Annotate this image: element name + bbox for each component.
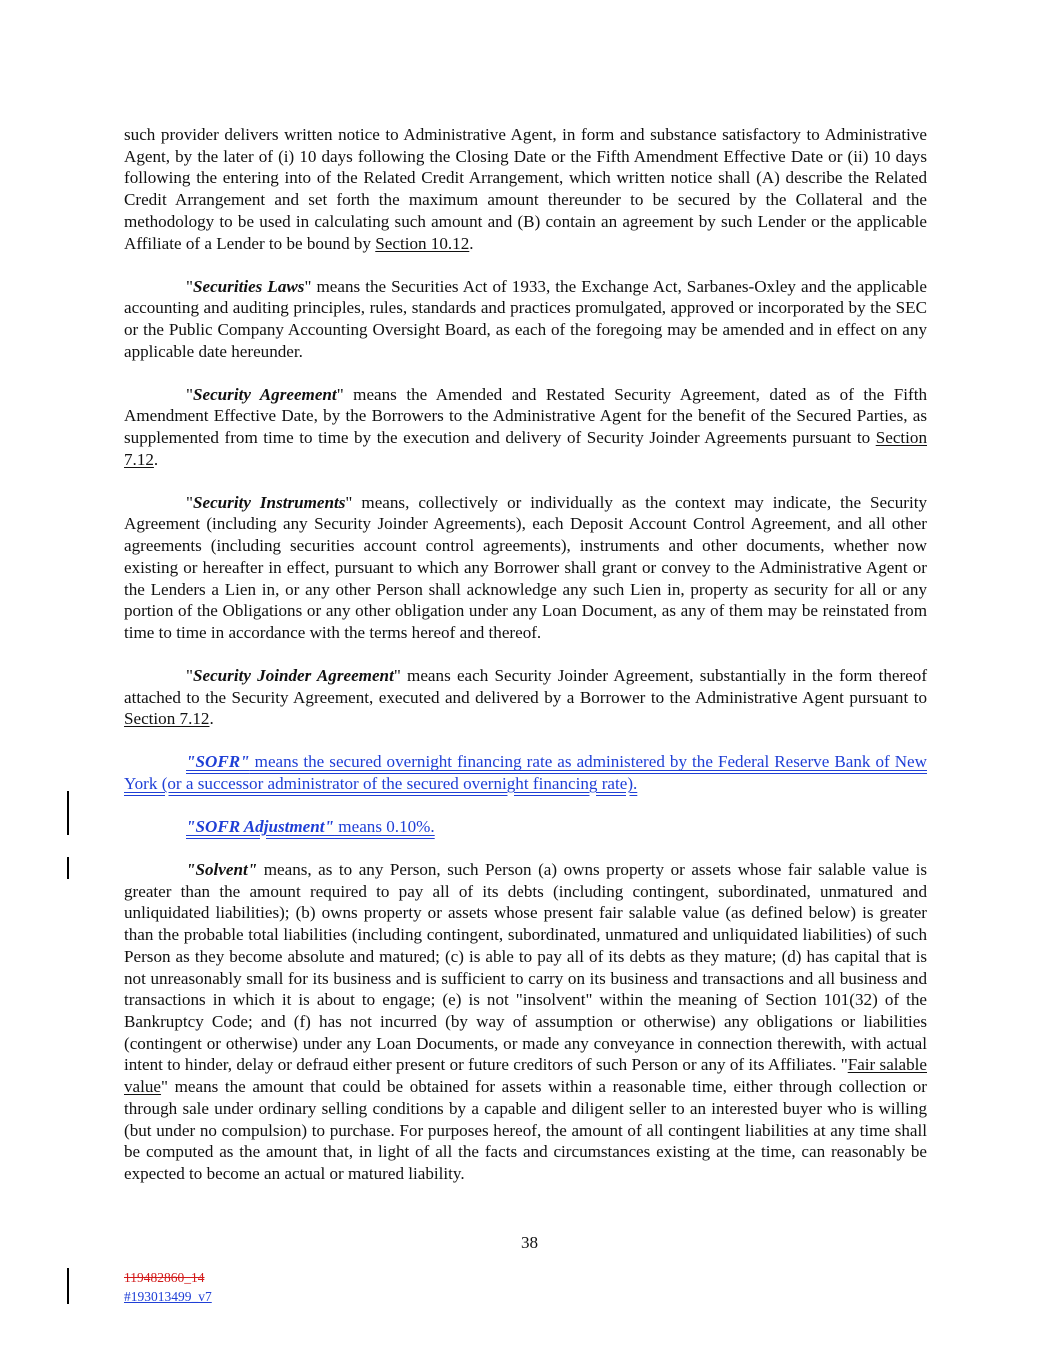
defined-term: "SOFR"	[186, 752, 250, 772]
defined-term: Security Instruments	[192, 492, 346, 512]
definition-security-agreement: "Security Agreement" means the Amended and Restated Security Agreement, dated as of the Fifth Amendment Effective Date, by the Borrowers to the Administrative Agent for the benefit of the Secured Parties, as supplemented from time to time by the execution and delivery of Security Joinder Agreements pursuant to Section 7.12.	[124, 384, 928, 469]
section-reference: Section 7.12	[124, 428, 927, 469]
defined-term: Security Joinder Agreement	[192, 665, 394, 685]
definition-security-joinder-agreement: "Security Joinder Agreement" means each Security Joinder Agreement, substantially in the form thereof attached to the Security Agreement, executed and delivered by a Borrower to the Administrative Agent pursuant to Section 7.12.	[124, 665, 928, 729]
inserted-document-id: #193013499_v7	[124, 1289, 212, 1304]
defined-term: "SOFR Adjustment"	[186, 817, 335, 837]
defined-term-fair-salable-value: Fair salable value	[124, 1055, 927, 1097]
definition-sofr: "SOFR" means the secured overnight financing rate as administered by the Federal Reserve Bank of New York (or a successor administrator of the secured overnight financing rate).	[124, 752, 927, 794]
section-reference: Section 7.12	[124, 709, 210, 729]
defined-term: "Solvent"	[186, 860, 258, 880]
change-bar	[67, 1268, 69, 1304]
definition-sofr-adjustment: "SOFR Adjustment" means 0.10%.	[186, 817, 435, 837]
change-bar	[67, 791, 69, 835]
paragraph-continuation: such provider delivers written notice to Administrative Agent, in form and substance satisfactory to Administrative Agent, by the later of (i) 10 days following the Closing Date or the Fifth Amendment Effective Date or (ii) 10 days following the entering into of the Related Credit Arrangement, which written notice shall (A) describe the Related Credit Arrangement and set forth the maximum amount thereunder to be secured by the Collateral and the methodology to be used in calculating such amount and (B) contain an agreement by such Lender or the applicable Affiliate of a Lender to be bound by Section 10.12.	[124, 125, 927, 253]
definition-securities-laws: "Securities Laws" means the Securities Act of 1933, the Exchange Act, Sarbanes-Oxley and the applicable accounting and auditing principles, rules, standards and practices promulgated, approved or incorporated by the SEC or the Public Company Accounting Oversight Board, as each of the foregoing may be amended and in effect on any applicable date hereunder.	[124, 276, 927, 361]
change-bar	[67, 857, 69, 879]
document-footer	[124, 1268, 212, 1306]
defined-term: Security Agreement	[192, 384, 337, 404]
definition-solvent: "Solvent" means, as to any Person, such Person (a) owns property or assets whose fair salable value is greater than the amount required to pay all of its debts (including contingent, subordinated, unmatured and unliquidated liabilities); (b) owns property or assets whose present fair salable value (as defined below) is greater than the probable total liabilities (including contingent, subordinated, unmatured and unliquidated liabilities) of such Person as they become absolute and matured; (c) is able to pay all of its debts as they mature; (d) has capital that is not unreasonably small for its business and is sufficient to carry on its business and transactions and all business and transactions in which it is about to engage; (e) is not "insolvent" within the meaning of Section 101(32) of the Bankruptcy Code; and (f) has not incurred (by way of assumption or otherwise) any obligations or liabilities (contingent or otherwise) under any Loan Documents, or made any conveyance in connection therewith, with actual intent to hinder, delay or defraud either present or future creditors of such Person or any of its Affiliates. "Fair salable value" means the amount that could be obtained for assets within a reasonable time, either through collection or through sale under ordinary selling conditions by a capable and diligent seller to an interested buyer who is willing (but under no compulsion) to purchase. For purposes hereof, the amount of all contingent liabilities at any time shall be computed as the amount that, in light of all the facts and circumstances existing at the time, can reasonably be expected to become an actual or matured liability.	[124, 860, 927, 1183]
section-reference: Section 10.12	[375, 233, 470, 253]
definition-security-instruments: "Security Instruments" means, collectively or individually as the context may indicate, the Security Agreement (including any Security Joinder Agreements), each Deposit Account Control Agreement, and all other agreements (including securities account control agreements), instruments and other documents, whether now existing or hereafter in effect, pursuant to which any Borrower shall grant or convey to the Administrative Agent or the Lenders a Lien in, or any other Person shall acknowledge any such Lien in, property as security for all or any portion of the Obligations or any other obligation under any Loan Document, as any of them may be reinstated from time to time in accordance with the terms hereof and thereof.	[124, 492, 927, 642]
deleted-document-id: 119482860_14	[124, 1270, 205, 1285]
page-number: 38	[521, 1233, 539, 1252]
document-page	[124, 124, 927, 1206]
defined-term: Securities Laws	[192, 276, 305, 296]
